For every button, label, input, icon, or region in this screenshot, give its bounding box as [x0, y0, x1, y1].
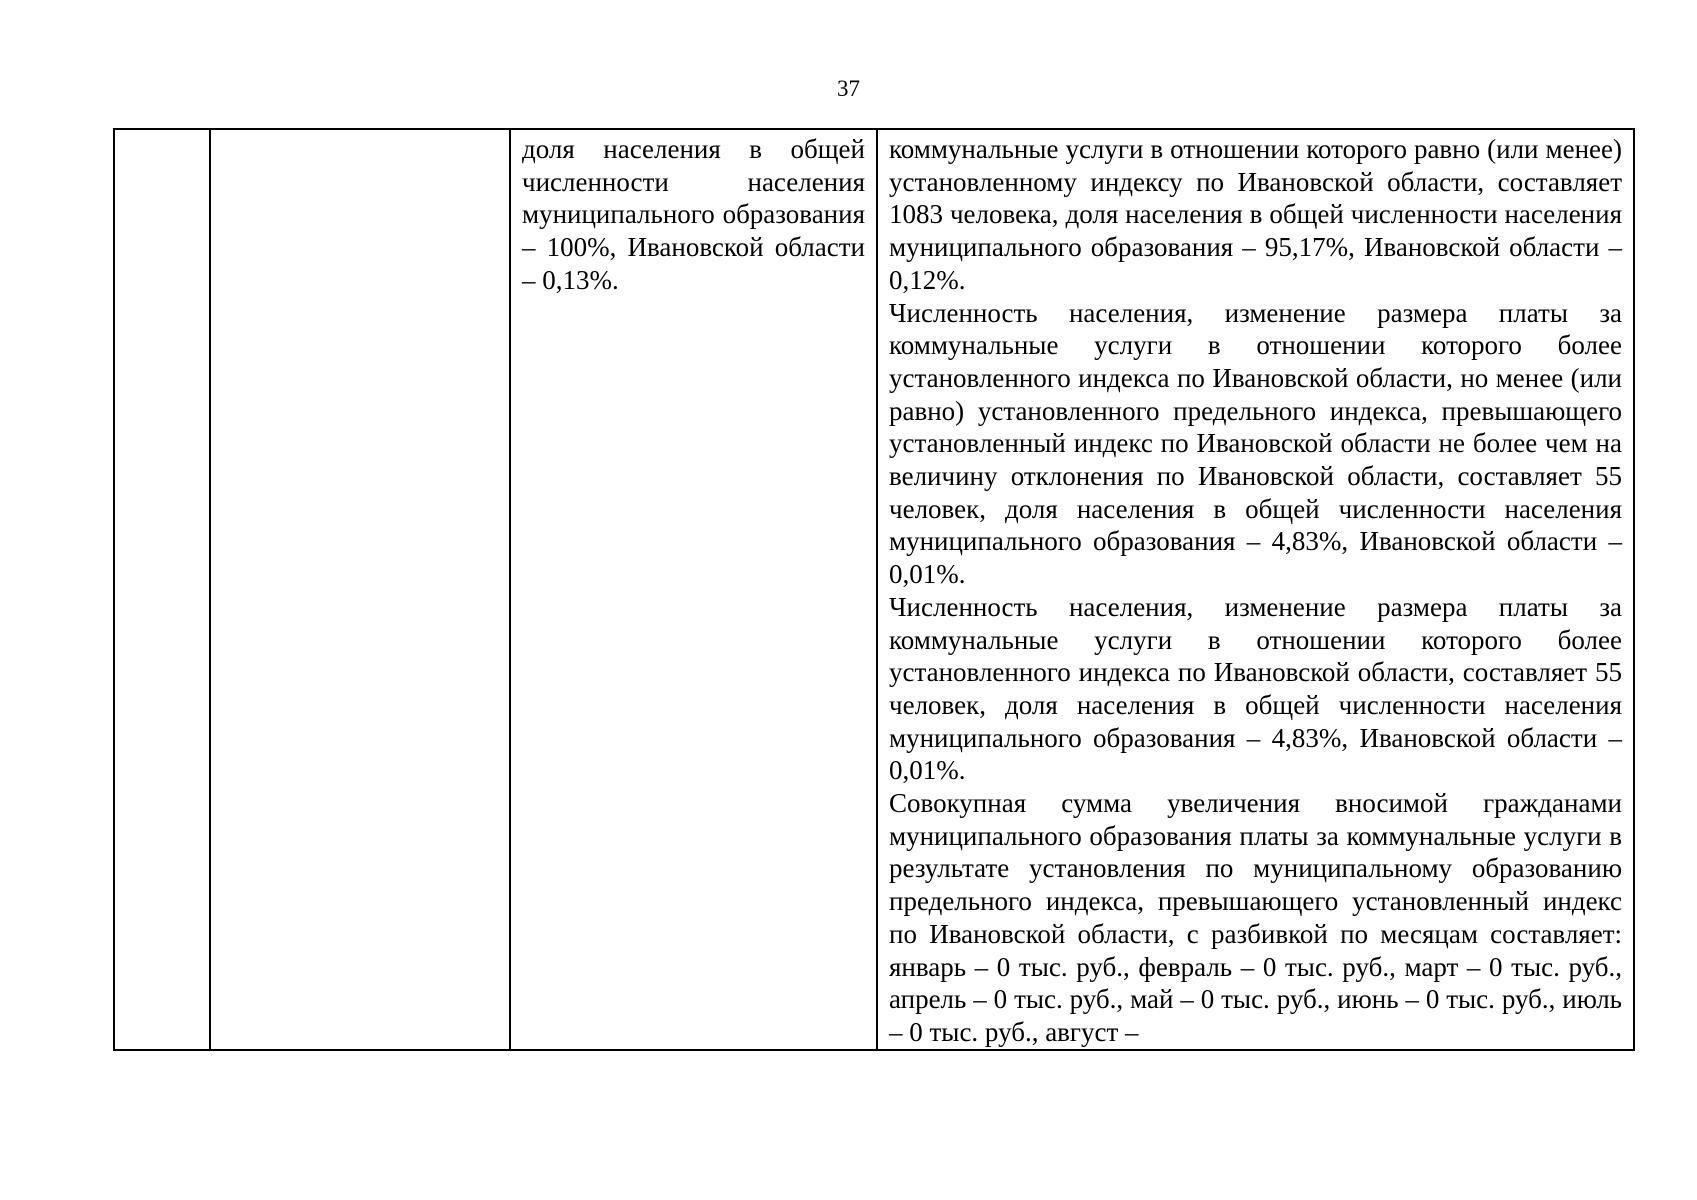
description-paragraph: Численность населения, изменение размера платы за коммунальные услуги в отношении которого более установленного индекса по Ивановской области, но менее (или равно) установленного предельного индекса, превышающего установленный индекс по Ивановской области не более чем на величину отклонения по Ивановской области, составляет 55 человек, доля населения в общей численности населения муниципального образования – 4,83%, Ивановской области – 0,01%.: [889, 297, 1622, 590]
table-cell-indicator: [510, 129, 877, 1050]
indicator-text: доля населения в общей численности населения муниципального образования – 100%, Ивановской области – 0,13%.: [522, 134, 865, 295]
document-table: [113, 128, 1635, 1051]
page-number: 37: [837, 76, 860, 101]
description-paragraph: коммунальные услуги в отношении которого равно (или менее) установленному индексу по Ивановской области, составляет 1083 человека, доля населения в общей численности населения муниципального образования – 95,17%, Ивановской области – 0,12%.: [889, 134, 1622, 295]
description-paragraph: Численность населения, изменение размера платы за коммунальные услуги в отношении которого более установленного индекса по Ивановской области, составляет 55 человек, доля населения в общей численности населения муниципального образования – 4,83%, Ивановской области – 0,01%.: [889, 591, 1622, 786]
table-cell-description: [877, 129, 1634, 1050]
description-paragraph: Совокупная сумма увеличения вносимой гражданами муниципального образования платы за коммунальные услуги в результате установления по муниципальному образованию предельного индекса, превышающего установленный индекс по Ивановской области, с разбивкой по месяцам составляет: январь – 0 тыс. руб., февраль – 0 тыс. руб., март – 0 тыс. руб., апрель – 0 тыс. руб., май – 0 тыс. руб., июнь – 0 тыс. руб., июль – 0 тыс. руб., август –: [889, 788, 1622, 1047]
table-row: [114, 129, 1634, 1050]
table-cell-name: [210, 129, 510, 1050]
table-cell-number: [114, 129, 210, 1050]
